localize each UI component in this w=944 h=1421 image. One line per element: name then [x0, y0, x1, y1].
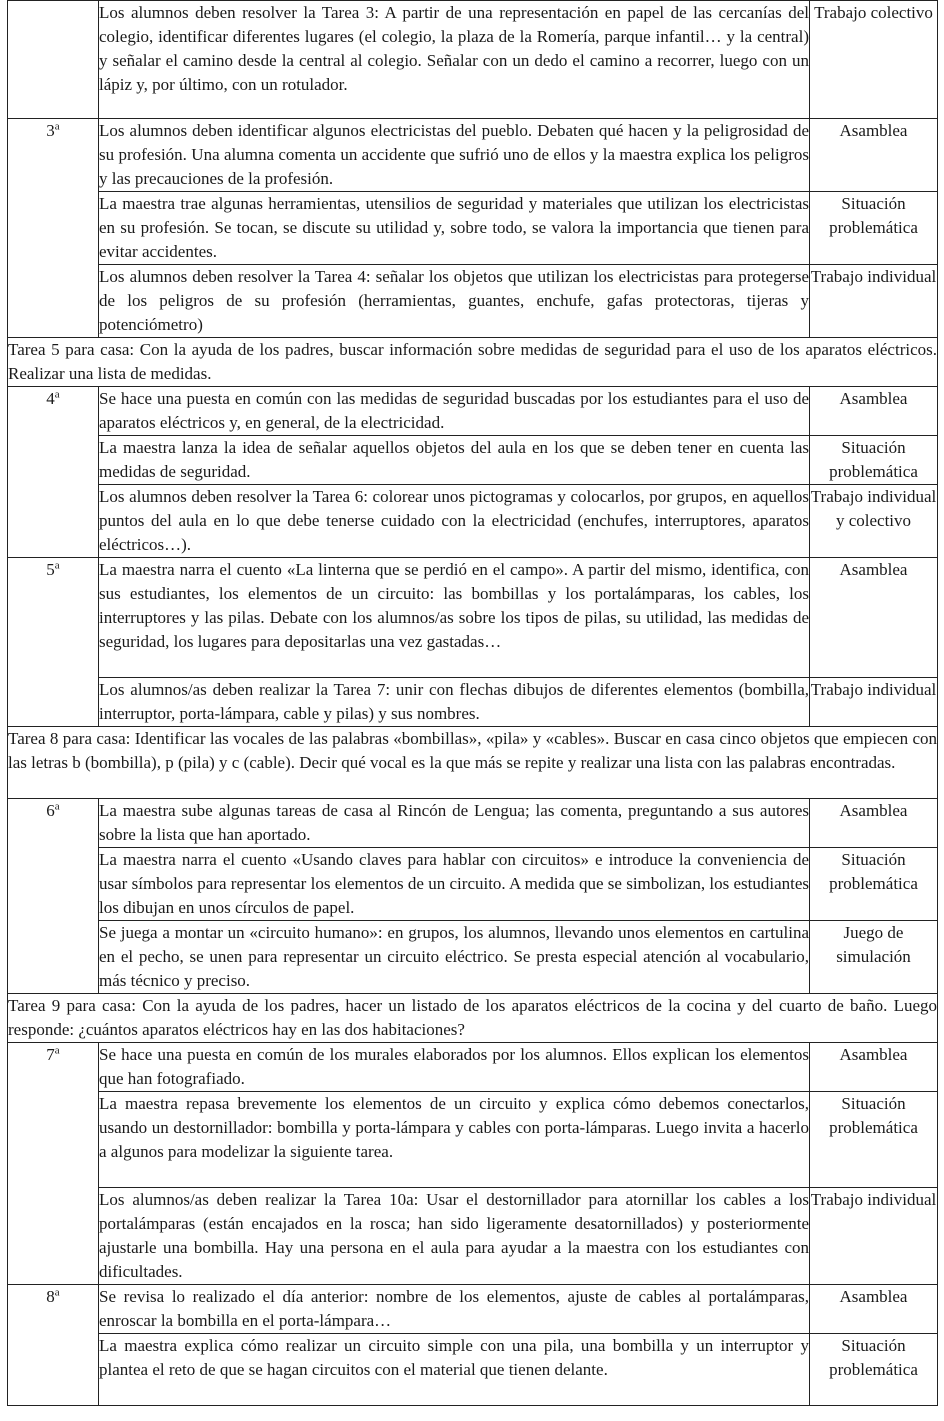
homework-text: Tarea 8 para casa: Identificar las vocales de las palabras «bombillas», «pila» y «cables». Buscar en casa cinco objetos que empiecen con las letras b (bombilla), p (pila) y c (cable). Decir qué vocal es la que más se repite y realizar una lista con las palabras encontradas. [8, 727, 938, 799]
activity-description: Se juega a montar un «circuito humano»: en grupos, los alumnos, llevando unos elementos en cartulina en el pecho, se unen para representar un circuito eléctrico. Se presta especial atención al vocabulario, más técnico y preciso. [99, 921, 810, 994]
session-number [8, 1, 99, 119]
activity-description: La maestra lanza la idea de señalar aquellos objetos del aula en los que se deben tener en cuenta las medidas de seguridad. [99, 436, 810, 485]
activity-row [8, 265, 938, 338]
activity-description: Se hace una puesta en común con las medidas de seguridad buscadas por los estudiantes para el uso de aparatos eléctricos y, en general, de la electricidad. [99, 387, 810, 436]
activity-row [8, 678, 938, 727]
session-number-value: 4 [46, 389, 55, 408]
activity-row [8, 1285, 938, 1334]
activity-row [8, 1334, 938, 1406]
session-number [8, 799, 99, 994]
session-number [8, 1285, 99, 1406]
session-number-value: 7 [46, 1045, 55, 1064]
session-number [8, 387, 99, 558]
activity-row [8, 1092, 938, 1188]
activity-row [8, 558, 938, 678]
activity-modality: Juego de simulación [810, 921, 938, 994]
ordinal-suffix: a [54, 120, 60, 133]
activity-modality: Trabajo individual [810, 1188, 938, 1285]
activity-modality: Asamblea [810, 1043, 938, 1092]
activity-row [8, 485, 938, 558]
ordinal-suffix: a [54, 800, 60, 813]
activity-description: Los alumnos deben resolver la Tarea 6: colorear unos pictogramas y colocarlos, por grupos, en aquellos puntos del aula en lo que debe tenerse cuidado con la electricidad (enchufes, interruptores, aparatos eléctricos…). [99, 485, 810, 558]
activity-description: Los alumnos deben resolver la Tarea 3: A partir de una representación en papel de las cercanías del colegio, identificar diferentes lugares (el colegio, la plaza de la Romería, parque infantil… y la central) y señalar el camino desde la central al colegio. Señalar con un dedo el camino a recorrer, luego con un lápiz y, por último, con un rotulador. [99, 1, 810, 119]
session-number-value: 5 [46, 560, 55, 579]
session-number-value: 6 [46, 801, 55, 820]
activity-modality: Situación problemática [810, 192, 938, 265]
activity-modality: Trabajo colectivo [810, 1, 938, 119]
activity-description: La maestra trae algunas herramientas, utensilios de seguridad y materiales que utilizan los electricistas en su profesión. Se tocan, se discute su utilidad y, sobre todo, se valora la importancia que tienen para evitar accidentes. [99, 192, 810, 265]
activity-description: La maestra narra el cuento «La linterna que se perdió en el campo». A partir del mismo, identifica, con sus estudiantes, los elementos de un circuito: las bombillas y los portalámparas, los cables, los interruptores y las pilas. Debate con los alumnos/as sobre los tipos de pilas, su utilidad, las medidas de seguridad, los lugares para depositarlas una vez gastadas… [99, 558, 810, 678]
activity-row [8, 387, 938, 436]
activity-modality: Asamblea [810, 387, 938, 436]
activity-modality: Situación problemática [810, 436, 938, 485]
ordinal-suffix: a [54, 1044, 60, 1057]
homework-text: Tarea 9 para casa: Con la ayuda de los padres, hacer un listado de los aparatos eléctricos de la cocina y del cuarto de baño. Luego responde: ¿cuántos aparatos eléctricos hay en las dos habitaciones? [8, 994, 938, 1043]
activity-row [8, 848, 938, 921]
ordinal-suffix: a [54, 559, 60, 572]
activity-description: Los alumnos/as deben realizar la Tarea 10a: Usar el destornillador para atornillar los cables a los portalámparas (están encajados en la rosca; han sido ligeramente desatornillados) y posteriormente ajustarle una bombilla. Hay una persona en el aula para ayudar a la maestra con los estudiantes con dificultades. [99, 1188, 810, 1285]
activity-modality: Situación problemática [810, 1092, 938, 1188]
activity-description: Se revisa lo realizado el día anterior: nombre de los elementos, ajuste de cables al portalámparas, enroscar la bombilla en el porta-lámpara… [99, 1285, 810, 1334]
activity-description: Se hace una puesta en común de los murales elaborados por los alumnos. Ellos explican los elementos que han fotografiado. [99, 1043, 810, 1092]
activity-description: Los alumnos deben identificar algunos electricistas del pueblo. Debaten qué hacen y la peligrosidad de su profesión. Una alumna comenta un accidente que sufrió uno de ellos y la maestra explica los peligros y las precauciones de la profesión. [99, 119, 810, 192]
sessions-table [7, 0, 938, 1406]
homework-row [8, 994, 938, 1043]
session-number [8, 558, 99, 727]
activity-description: La maestra narra el cuento «Usando claves para hablar con circuitos» e introduce la conveniencia de usar símbolos para representar los elementos de un circuito. A medida que se simbolizan, los estudiantes los dibujan en unos círculos de papel. [99, 848, 810, 921]
activity-description: Los alumnos deben resolver la Tarea 4: señalar los objetos que utilizan los electricistas para protegerse de los peligros de su profesión (herramientas, guantes, enchufe, gafas protectoras, tijeras y potenciómetro) [99, 265, 810, 338]
activity-modality: Situación problemática [810, 848, 938, 921]
session-number [8, 1043, 99, 1285]
activity-modality: Trabajo individual [810, 265, 938, 338]
homework-row [8, 338, 938, 387]
activity-row [8, 436, 938, 485]
activity-row [8, 1188, 938, 1285]
activity-modality: Trabajo individual y colectivo [810, 485, 938, 558]
activity-description: La maestra sube algunas tareas de casa al Rincón de Lengua; las comenta, preguntando a sus autores sobre la lista que han aportado. [99, 799, 810, 848]
activity-modality: Trabajo individual [810, 678, 938, 727]
ordinal-suffix: a [54, 388, 60, 401]
ordinal-suffix: a [54, 1286, 60, 1299]
session-number-value: 3 [46, 121, 55, 140]
activity-description: Los alumnos/as deben realizar la Tarea 7: unir con flechas dibujos de diferentes elementos (bombilla, interruptor, porta-lámpara, cable y pilas) y sus nombres. [99, 678, 810, 727]
activity-row [8, 192, 938, 265]
activity-row [8, 799, 938, 848]
sessions-table-body [8, 1, 938, 1406]
homework-row [8, 727, 938, 799]
activity-row [8, 119, 938, 192]
activity-row [8, 1, 938, 119]
activity-modality: Asamblea [810, 558, 938, 678]
homework-text: Tarea 5 para casa: Con la ayuda de los padres, buscar información sobre medidas de seguridad para el uso de los aparatos eléctricos. Realizar una lista de medidas. [8, 338, 938, 387]
activity-row [8, 921, 938, 994]
activity-row [8, 1043, 938, 1092]
activity-description: La maestra repasa brevemente los elementos de un circuito y explica cómo debemos conectarlos, usando un destornillador: bombilla y porta-lámpara y cables con porta-lámparas. Luego invita a hacerlo a algunos para modelizar la siguiente tarea. [99, 1092, 810, 1188]
activity-modality: Situación problemática [810, 1334, 938, 1406]
session-number-value: 8 [46, 1287, 55, 1306]
session-number [8, 119, 99, 338]
activity-modality: Asamblea [810, 119, 938, 192]
activity-modality: Asamblea [810, 1285, 938, 1334]
activity-description: La maestra explica cómo realizar un circuito simple con una pila, una bombilla y un interruptor y plantea el reto de que se hagan circuitos con el material que tienen delante. [99, 1334, 810, 1406]
activity-modality: Asamblea [810, 799, 938, 848]
